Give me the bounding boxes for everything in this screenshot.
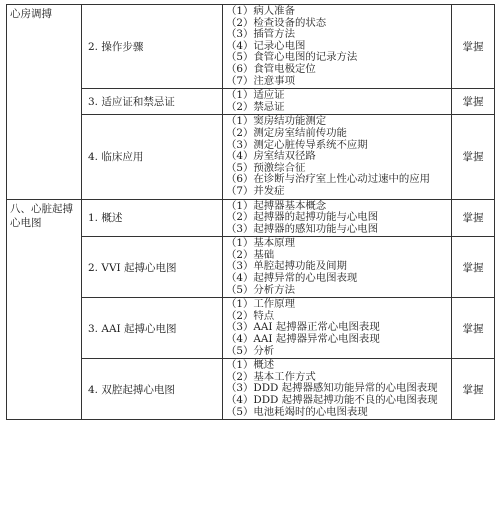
list-item: （1）适应证 bbox=[226, 89, 285, 102]
list-item: （5）电池耗竭时的心电图表现 bbox=[226, 405, 368, 418]
requirement-cell: 掌握 bbox=[452, 298, 495, 359]
topic-cell: 2. VVI 起搏心电图 bbox=[82, 237, 223, 298]
table-row bbox=[7, 5, 495, 89]
topic-cell: 3. 适应证和禁忌证 bbox=[82, 89, 223, 115]
content-items-cell bbox=[223, 115, 452, 199]
list-item: （5）分析 bbox=[226, 344, 275, 357]
list-item: （4）DDD 起搏器起搏功能不良的心电图表现 bbox=[226, 394, 438, 406]
list-item: （1）工作原理 bbox=[226, 298, 295, 311]
list-item: （3）AAI 起搏器正常心电图表现 bbox=[226, 321, 380, 334]
list-item: （6）食管电极定位 bbox=[226, 62, 316, 75]
section-cell: 心房调搏 bbox=[7, 5, 82, 200]
list-item: （1）窦房结功能测定 bbox=[226, 115, 327, 128]
list-item: （2）禁忌证 bbox=[226, 100, 285, 113]
list-item: （4）起搏异常的心电图表现 bbox=[226, 272, 358, 285]
list-item: （7）并发症 bbox=[226, 184, 285, 197]
list-item: （3）DDD 起搏器感知功能异常的心电图表现 bbox=[226, 382, 438, 395]
requirement-cell: 掌握 bbox=[452, 115, 495, 199]
requirement-cell: 掌握 bbox=[452, 5, 495, 89]
list-item: （1）起搏器基本概念 bbox=[226, 199, 327, 212]
list-item: （3）起搏器的感知功能与心电图 bbox=[226, 222, 379, 235]
requirement-cell: 掌握 bbox=[452, 359, 495, 420]
list-item: （2）起搏器的起搏功能与心电图 bbox=[226, 211, 379, 224]
content-items-cell bbox=[223, 359, 452, 420]
list-item: （1）病人准备 bbox=[226, 5, 295, 17]
topic-cell: 3. AAI 起搏心电图 bbox=[82, 298, 223, 359]
list-item: （4）房室结双径路 bbox=[226, 150, 316, 163]
content-items-cell bbox=[223, 237, 452, 298]
list-item: （5）预激综合征 bbox=[226, 161, 306, 174]
list-item: （6）在诊断与治疗室上性心动过速中的应用 bbox=[226, 173, 431, 186]
syllabus-table bbox=[6, 4, 495, 420]
list-item: （3）插管方法 bbox=[226, 28, 295, 41]
list-item: （1）基本原理 bbox=[226, 237, 295, 250]
list-item: （2）特点 bbox=[226, 309, 275, 322]
list-item: （5）分析方法 bbox=[226, 283, 295, 296]
content-items-cell bbox=[223, 199, 452, 237]
requirement-cell: 掌握 bbox=[452, 199, 495, 237]
list-item: （2）检查设备的状态 bbox=[226, 16, 327, 29]
list-item: （2）测定房室结前传功能 bbox=[226, 126, 347, 139]
list-item: （4）记录心电图 bbox=[226, 39, 306, 52]
list-item: （4）AAI 起搏器异常心电图表现 bbox=[226, 333, 380, 346]
list-item: （2）基本工作方式 bbox=[226, 370, 316, 383]
requirement-cell: 掌握 bbox=[452, 237, 495, 298]
content-items-cell bbox=[223, 298, 452, 359]
topic-cell: 4. 双腔起搏心电图 bbox=[82, 359, 223, 420]
list-item: （3）测定心脏传导系统不应期 bbox=[226, 138, 368, 151]
topic-cell: 1. 概述 bbox=[82, 199, 223, 237]
topic-cell: 2. 操作步骤 bbox=[82, 5, 223, 89]
list-item: （5）食管心电图的记录方法 bbox=[226, 51, 358, 64]
list-item: （3）单腔起搏功能及间期 bbox=[226, 260, 347, 273]
content-items-cell bbox=[223, 89, 452, 115]
list-item: （2）基础 bbox=[226, 248, 275, 261]
list-item: （7）注意事项 bbox=[226, 74, 295, 87]
content-items-cell bbox=[223, 5, 452, 89]
requirement-cell: 掌握 bbox=[452, 89, 495, 115]
section-cell: 八、心脏起搏心电图 bbox=[7, 199, 82, 420]
list-item: （1）概述 bbox=[226, 359, 275, 372]
topic-cell: 4. 临床应用 bbox=[82, 115, 223, 199]
table-row bbox=[7, 199, 495, 237]
